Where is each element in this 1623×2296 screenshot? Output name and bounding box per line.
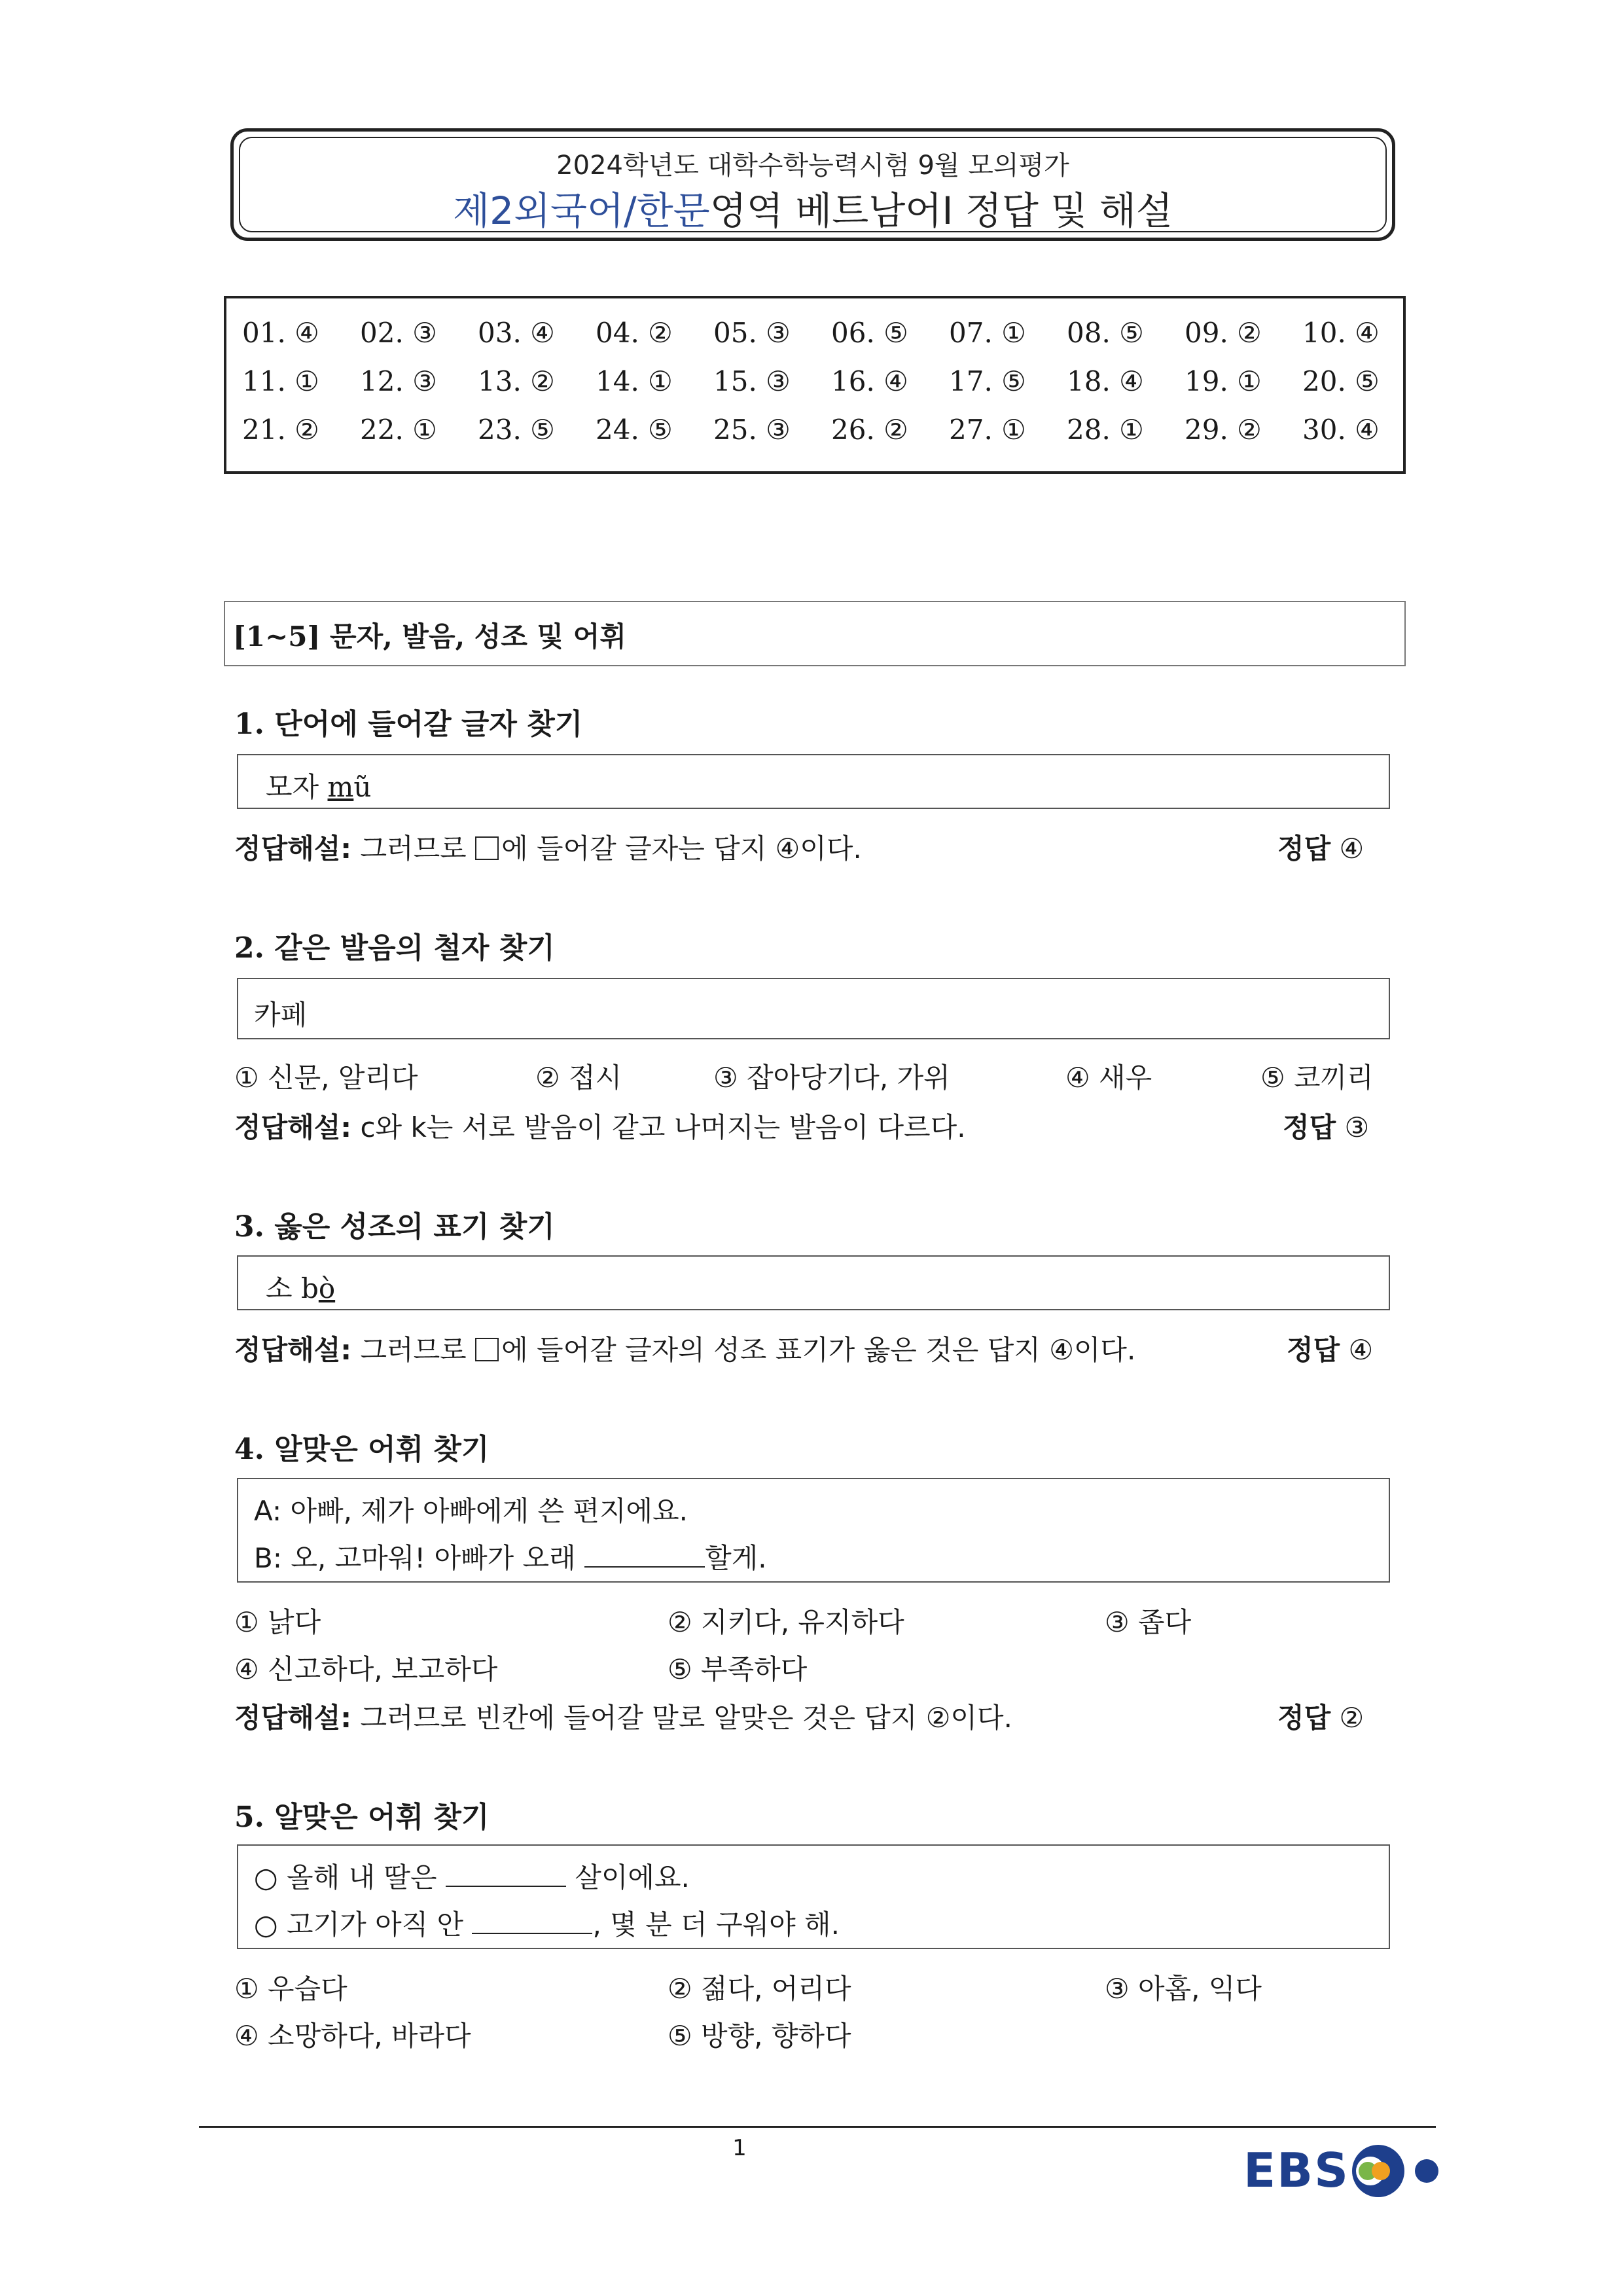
explanation-text: 그러므로 (360, 1334, 476, 1366)
ebs-circles-icon (1342, 2142, 1453, 2200)
answer-tag (1277, 1696, 1364, 1736)
sentence-text: ○ 고기가 아직 안 (254, 1909, 473, 1941)
question-box (237, 1844, 1390, 1949)
answer-cell: 22. ① (360, 414, 437, 446)
subject-area: 제2외국어/한문 (453, 188, 710, 233)
explanation-text: c와 k는 서로 발음이 같고 나머지는 발음이 다르다. (360, 1111, 966, 1143)
word-letter: ũ (353, 771, 372, 803)
answer-value: ④ (1348, 1334, 1374, 1366)
exam-title: 2024학년도 대학수학능력시험 9월 모의평가 (556, 151, 1069, 181)
answer-cell: 10. ④ (1302, 317, 1380, 349)
answer-cell: 29. ② (1185, 414, 1262, 446)
answer-cell: 28. ① (1067, 414, 1144, 446)
answer-row (242, 317, 1394, 356)
answer-cell: 25. ③ (713, 414, 791, 446)
explanation-label: 정답해설: (234, 833, 352, 865)
document-title (234, 180, 1392, 235)
answer-cell: 14. ① (596, 365, 673, 397)
explanation-label: 정답해설: (234, 1334, 352, 1366)
answer-label: 정답 (1277, 1702, 1331, 1734)
question-box (237, 1478, 1390, 1583)
answer-label: 정답 (1283, 1111, 1336, 1143)
answer-cell: 12. ③ (360, 365, 437, 397)
blank-line (472, 1909, 592, 1934)
option: ③ 아홉, 익다 (1105, 1973, 1262, 2005)
footer-divider (199, 2126, 1436, 2128)
section-header (224, 601, 1406, 666)
question-heading: 3. 옳은 성조의 표기 찾기 (234, 1210, 555, 1244)
option: ④ 새우 (1065, 1062, 1152, 1094)
option: ② 접시 (535, 1062, 622, 1094)
explanation-label: 정답해설: (234, 1111, 352, 1143)
question-word (266, 766, 371, 805)
answer-cell: 24. ⑤ (596, 414, 673, 446)
sentence-text: ○ 올해 내 딸은 (254, 1861, 446, 1893)
answer-cell: 30. ④ (1302, 414, 1380, 446)
option: ① 낡다 (234, 1606, 321, 1638)
explanation (234, 1106, 966, 1145)
answer-cell: 27. ① (949, 414, 1026, 446)
option: ② 젊다, 어리다 (668, 1973, 851, 2005)
page-number: 1 (732, 2135, 747, 2161)
answer-value: ④ (1339, 833, 1364, 865)
answer-tag (1283, 1106, 1369, 1145)
question-word: 카페 (254, 999, 308, 1031)
underlined-letter: m (327, 771, 354, 803)
answer-cell: 20. ⑤ (1302, 365, 1380, 397)
option: ③ 좁다 (1105, 1606, 1192, 1638)
explanation-label: 정답해설: (234, 1702, 352, 1734)
answer-value: ③ (1344, 1111, 1370, 1143)
underlined-letter: ò (318, 1272, 336, 1304)
option: ⑤ 방향, 향하다 (668, 2020, 851, 2052)
explanation-text: 그러므로 빈칸에 들어갈 말로 알맞은 것은 답지 ②이다. (360, 1702, 1012, 1734)
answer-tag (1277, 827, 1364, 867)
explanation-text: 에 들어갈 글자의 성조 표기가 옳은 것은 답지 ④이다. (501, 1334, 1136, 1366)
answer-key-table (224, 296, 1406, 474)
option: ② 지키다, 유지하다 (668, 1606, 904, 1638)
dialogue-text: B: 오, 고마워! 아빠가 오래 (254, 1542, 585, 1574)
option: ⑤ 코끼리 (1260, 1062, 1374, 1094)
explanation (234, 1696, 1012, 1736)
question-heading: 5. 알맞은 어휘 찾기 (234, 1801, 490, 1834)
answer-cell: 19. ① (1185, 365, 1262, 397)
answer-cell: 26. ② (831, 414, 908, 446)
answer-cell: 06. ⑤ (831, 317, 908, 349)
sentence-text: , 몇 분 더 구워야 해. (592, 1909, 840, 1941)
answer-value: ② (1339, 1702, 1364, 1734)
answer-cell: 11. ① (242, 365, 319, 397)
answer-tag (1287, 1329, 1373, 1368)
answer-cell: 03. ④ (478, 317, 555, 349)
answer-cell: 09. ② (1185, 317, 1262, 349)
section-title: [1~5] 문자, 발음, 성조 및 어휘 (233, 620, 626, 653)
question-heading: 1. 단어에 들어갈 글자 찾기 (234, 708, 583, 741)
dialogue-text: 할게. (705, 1542, 767, 1574)
option: ① 신문, 알리다 (234, 1062, 418, 1094)
question-word (266, 1267, 335, 1306)
blank-square-icon (475, 1338, 499, 1361)
subject-title: 영역 베트남어Ⅰ 정답 및 해설 (709, 188, 1173, 233)
title-box (230, 128, 1395, 241)
explanation (234, 1329, 1135, 1368)
question-heading: 2. 같은 발음의 철자 찾기 (234, 931, 555, 965)
option: ④ 신고하다, 보고하다 (234, 1653, 498, 1685)
question-box (237, 754, 1390, 809)
answer-cell: 23. ⑤ (478, 414, 555, 446)
explanation (234, 827, 862, 867)
question-box (237, 1255, 1390, 1310)
answer-row (242, 365, 1394, 404)
answer-cell: 05. ③ (713, 317, 791, 349)
question-heading: 4. 알맞은 어휘 찾기 (234, 1433, 490, 1466)
option: ③ 잡아당기다, 가위 (713, 1062, 950, 1094)
answer-cell: 17. ⑤ (949, 365, 1026, 397)
answer-cell: 04. ② (596, 317, 673, 349)
answer-label: 정답 (1287, 1334, 1340, 1366)
question-box (237, 978, 1390, 1039)
ebs-logo (1243, 2136, 1453, 2202)
explanation-text: 그러므로 (360, 833, 476, 865)
blank-line (446, 1862, 566, 1887)
word-meaning: 소 (266, 1272, 301, 1304)
answer-cell: 15. ③ (713, 365, 791, 397)
answer-cell: 16. ④ (831, 365, 908, 397)
option: ④ 소망하다, 바라다 (234, 2020, 471, 2052)
explanation-text: 에 들어갈 글자는 답지 ④이다. (501, 833, 862, 865)
word-meaning: 모자 (266, 771, 328, 803)
answer-cell: 07. ① (949, 317, 1026, 349)
dialogue-line-b (254, 1537, 767, 1576)
answer-label: 정답 (1277, 833, 1331, 865)
answer-row (242, 414, 1394, 453)
sentence-line (254, 1856, 690, 1895)
sentence-text: 살이에요. (565, 1861, 690, 1893)
sentence-line (254, 1903, 840, 1943)
option: ⑤ 부족하다 (668, 1653, 808, 1685)
blank-line (584, 1543, 705, 1568)
logo-text: EBS (1243, 2143, 1349, 2198)
answer-cell: 21. ② (242, 414, 319, 446)
answer-cell: 08. ⑤ (1067, 317, 1144, 349)
answer-cell: 01. ④ (242, 317, 319, 349)
option: ① 우습다 (234, 1973, 348, 2005)
dialogue-line-a: A: 아빠, 제가 아빠에게 쓴 편지에요. (254, 1495, 688, 1527)
blank-square-icon (475, 836, 499, 860)
answer-cell: 02. ③ (360, 317, 437, 349)
answer-cell: 18. ④ (1067, 365, 1144, 397)
answer-cell: 13. ② (478, 365, 555, 397)
word-letter: b (300, 1272, 319, 1304)
